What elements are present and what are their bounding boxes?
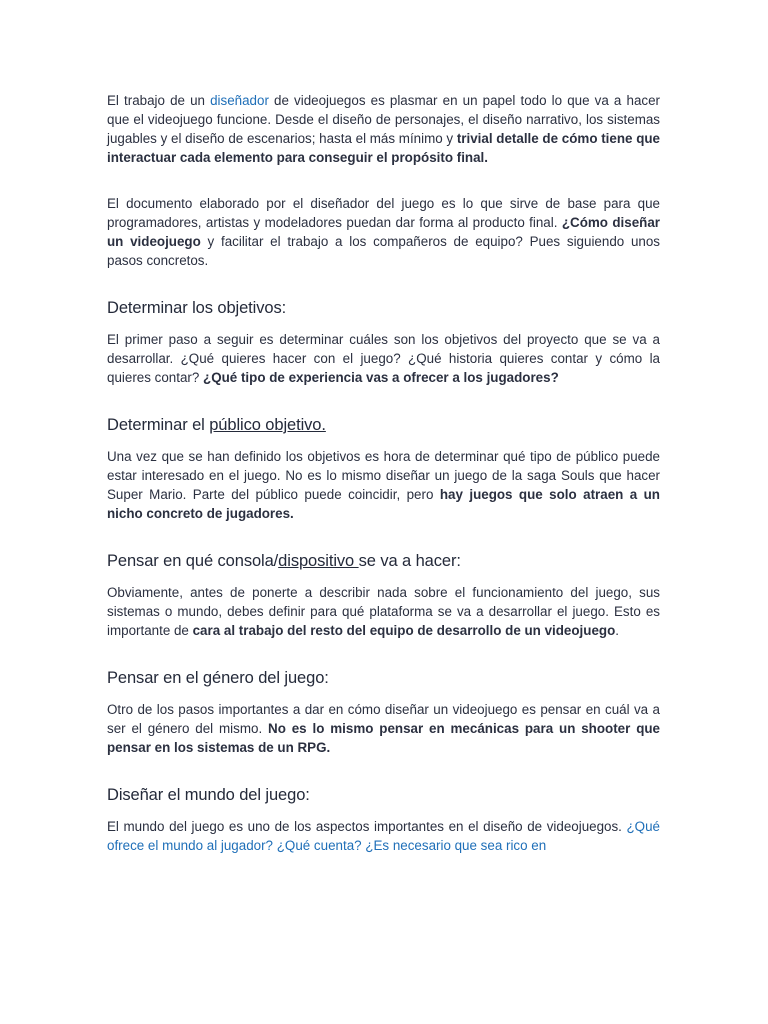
- text: Otro de los pasos importantes a dar en cómo diseñar un videojuego es pensar en cuál va a ser el género del mismo.: [107, 702, 660, 736]
- text: de videojuegos es plasmar en un papel todo lo que va a hacer que el videojuego funcione. Desde el diseño de personajes, el diseño narrativo, los sistemas jugables y el diseño de escenarios; hasta el más mínimo y: [107, 93, 660, 146]
- link-dispositivo[interactable]: dispositivo: [278, 552, 359, 570]
- text: El primer paso a seguir es determinar cuáles son los objetivos del proyecto que se va a desarrollar. ¿Qué quieres hacer con el juego? ¿Qué historia quieres contar y cómo la quieres contar?: [107, 332, 660, 385]
- paragraph-mundo: [107, 817, 660, 855]
- heading-mundo: Diseñar el mundo del juego:: [107, 786, 310, 804]
- text: El mundo del juego es uno de los aspectos importantes en el diseño de videojuegos.: [107, 819, 627, 834]
- text: Determinar el: [107, 416, 210, 434]
- heading-genero: Pensar en el género del juego:: [107, 669, 329, 687]
- bold-text: ¿Qué tipo de experiencia vas a ofrecer a los jugadores?: [203, 370, 559, 385]
- paragraph-objetivos: [107, 330, 660, 387]
- heading-objetivos: Determinar los objetivos:: [107, 299, 287, 317]
- text: .: [615, 623, 619, 638]
- text: Obviamente, antes de ponerte a describir nada sobre el funcionamiento del juego, sus sistemas o mundo, debes definir para qué plataforma se va a desarrollar el juego. Esto es importante de: [107, 585, 660, 638]
- link-publico-objetivo[interactable]: público objetivo.: [209, 416, 326, 434]
- bold-text: cara al trabajo del resto del equipo de desarrollo de un videojuego: [192, 623, 616, 638]
- heading-publico: [107, 414, 660, 436]
- document-body: [107, 91, 660, 855]
- text: Pensar en qué consola/: [107, 552, 279, 570]
- blue-question-text: ¿Qué ofrece el mundo al jugador? ¿Qué cuenta? ¿Es necesario que sea rico en: [107, 819, 660, 853]
- paragraph-intro: [107, 91, 660, 167]
- text: se va a hacer:: [358, 552, 461, 570]
- paragraph-publico: [107, 447, 660, 523]
- heading-consola: [107, 550, 660, 572]
- link-disenador[interactable]: diseñador: [210, 93, 269, 108]
- bold-text: trivial detalle de cómo tiene que interactuar cada elemento para conseguir el propósito final.: [107, 131, 660, 165]
- text: El trabajo de un: [107, 93, 211, 108]
- text: Una vez que se han definido los objetivos es hora de determinar qué tipo de público puede estar interesado en el juego. No es lo mismo diseñar un juego de la saga Souls que hacer Super Mario. Parte del público puede coincidir, pero: [107, 449, 660, 502]
- paragraph-consola: [107, 583, 660, 640]
- text: y facilitar el trabajo a los compañeros de equipo? Pues siguiendo unos pasos concretos.: [107, 234, 660, 268]
- paragraph-documento: [107, 194, 660, 270]
- bold-text: ¿Cómo diseñar un videojuego: [107, 215, 661, 249]
- text: El documento elaborado por el diseñador del juego es lo que sirve de base para que programadores, artistas y modeladores puedan dar forma al producto final.: [107, 196, 660, 230]
- bold-text: No es lo mismo pensar en mecánicas para un shooter que pensar en los sistemas de un RPG.: [107, 721, 660, 755]
- bold-text: hay juegos que solo atraen a un nicho concreto de jugadores.: [107, 487, 660, 521]
- paragraph-genero: [107, 700, 660, 757]
